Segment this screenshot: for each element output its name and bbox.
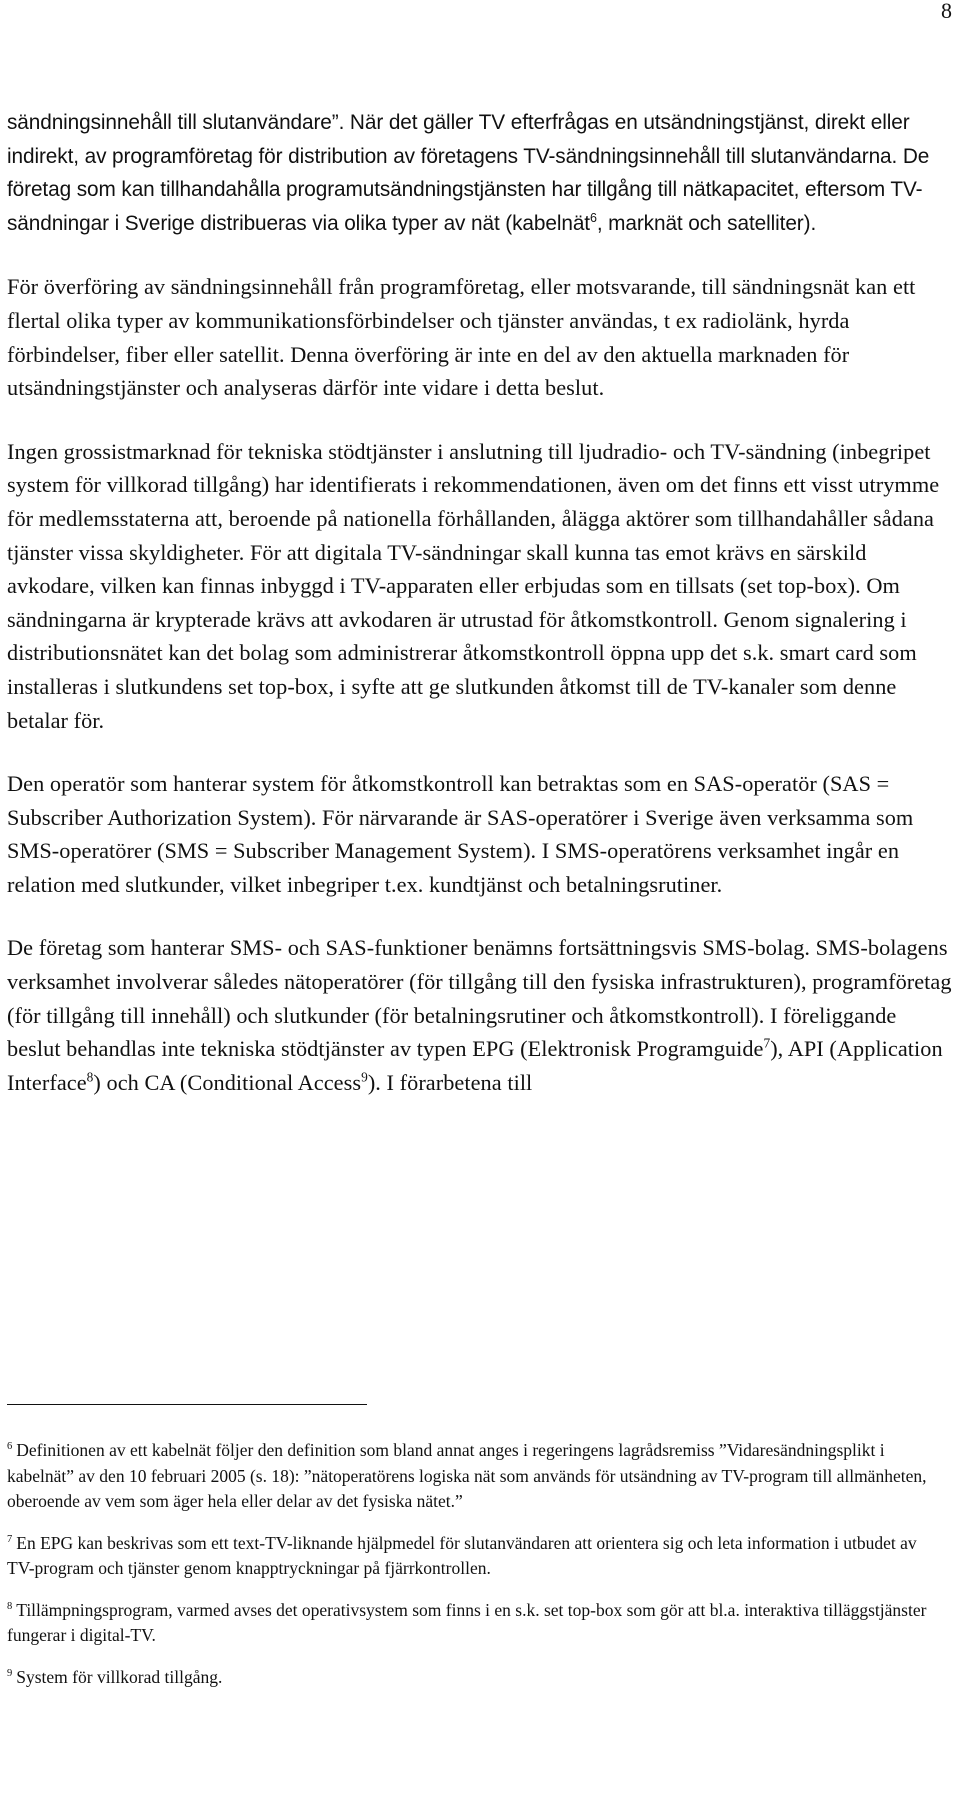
paragraph-text: De företag som hanterar SMS- och SAS-funktioner benämns fortsättningsvis SMS-bolag. SMS-bolagens verksamhet involverar således nätoperatörer (för tillgång till den fysiska infrastrukturen), programföretag (för tillgång till innehåll) och slutkunder (för betalningsrutiner och åtkomstkontroll). I föreliggande beslut behandlas inte tekniska stödtjänster av typen EPG (Elektronisk Programguide [7,935,952,1062]
paragraph-text: ), API (Application Interface [7,1036,943,1095]
footnote-separator [7,1404,367,1405]
paragraph-text: ) och CA (Conditional Access [93,1069,362,1095]
footnote-8 [7,1598,947,1649]
footnote-mark: 7 [7,1533,13,1545]
paragraph-text: Ingen grossistmarknad för tekniska stödtjänster i anslutning till ljudradio- och TV-sändning (inbegripet system för villkorad tillgång) har identifierats i rekommendationen, även om det finns ett visst utrymme för medlemsstaterna att, beroende på nationella förhållanden, ålägga aktörer som tillhandahåller sådana tjänster vissa skyldigheter. För att digitala TV-sändningar skall kunna tas emot krävs en särskild avkodare, vilken kan finnas inbyggd i TV-apparaten eller erbjudas som en tillsats (set top-box). Om sändningarna är krypterade krävs att avkodaren är utrustad för åtkomstkontroll. Genom signalering i distributionsnätet kan det bolag som administrerar åtkomstkontroll öppna upp det s.k. smart card som installeras i slutkundens set top-box, i syfte att ge slutkunden åtkomst till de TV-kanaler som denne betalar för. [7,438,940,733]
footnote-mark: 9 [7,1667,13,1679]
paragraph-transfer [7,270,952,404]
footnote-text: En EPG kan beskrivas som ett text-TV-liknande hjälpmedel för slutanvändaren att orientera sig och leta information i utbudet av TV-program och tjänster genom knapptryckningar på fjärrkontrollen. [7,1532,917,1578]
paragraph-distribution [7,106,952,240]
footnote-7 [7,1531,947,1582]
paragraph-text: Den operatör som hanterar system för åtkomstkontroll kan betraktas som en SAS-operatör (SAS = Subscriber Authorization System). För närvarande är SAS-operatörer i Sverige även verksamma som SMS-operatörer (SMS = Subscriber Management System). I SMS-operatörens verksamhet ingår en relation med slutkunder, vilket inbegriper t.ex. kundtjänst och betalningsrutiner. [7,771,914,897]
footnote-text: Tillämpningsprogram, varmed avses det operativsystem som finns i en s.k. set top-box som gör att bl.a. interaktiva tilläggstjänster fungerar i digital-TV. [7,1599,927,1645]
page-number: 8 [941,0,952,23]
paragraph-sms-companies [7,931,952,1099]
footnote-ref-6[interactable]: 6 [589,210,597,225]
footnote-mark: 6 [7,1441,13,1453]
paragraph-text: sändningsinnehåll till slutanvändare”. När det gäller TV efterfrågas en utsändningstjänst, direkt eller indirekt, av programföretag för distribution av företagens TV-sändningsinnehåll till slutanvändarna. De företag som kan tillhandahålla programutsändningstjänsten har tillgång till nätkapacitet, eftersom TV-sändningar i Sverige distribueras via olika typer av nät (kabelnät [7,111,930,235]
paragraph-text: För överföring av sändningsinnehåll från programföretag, eller motsvarande, till sändningsnät kan ett flertal olika typer av kommunikationsförbindelser och tjänster användas, t ex radiolänk, hyrda förbindelser, fiber eller satellit. Denna överföring är inte en del av den aktuella marknaden för utsändningstjänster och analyseras därför inte vidare i detta beslut. [7,274,916,401]
footnote-9 [7,1665,947,1691]
paragraph-text: ). I förarbetena till [367,1069,533,1095]
footnote-text: Definitionen av ett kabelnät följer den definition som bland annat anges i regeringens lagrådsremiss ”Vidaresändningsplikt i kabelnät” av den 10 februari 2005 (s. 18): ”nätoperatörens logiska nät som används för utsändning av TV-program till allmänheten, oberoende av vem som äger hela eller delar av det fysiska nätet.” [7,1440,927,1511]
footnote-ref-8[interactable]: 8 [86,1069,94,1085]
paragraph-wholesale-market [7,435,952,737]
footnotes-section [7,1438,947,1706]
footnote-mark: 8 [7,1600,13,1612]
footnote-text: System för villkorad tillgång. [16,1666,223,1687]
paragraph-text: , marknät och satelliter). [596,211,817,235]
body-text [7,106,952,1129]
footnote-6 [7,1438,947,1515]
footnote-ref-9[interactable]: 9 [361,1069,368,1085]
footnote-ref-7[interactable]: 7 [763,1035,771,1051]
paragraph-sas-operator [7,767,952,901]
